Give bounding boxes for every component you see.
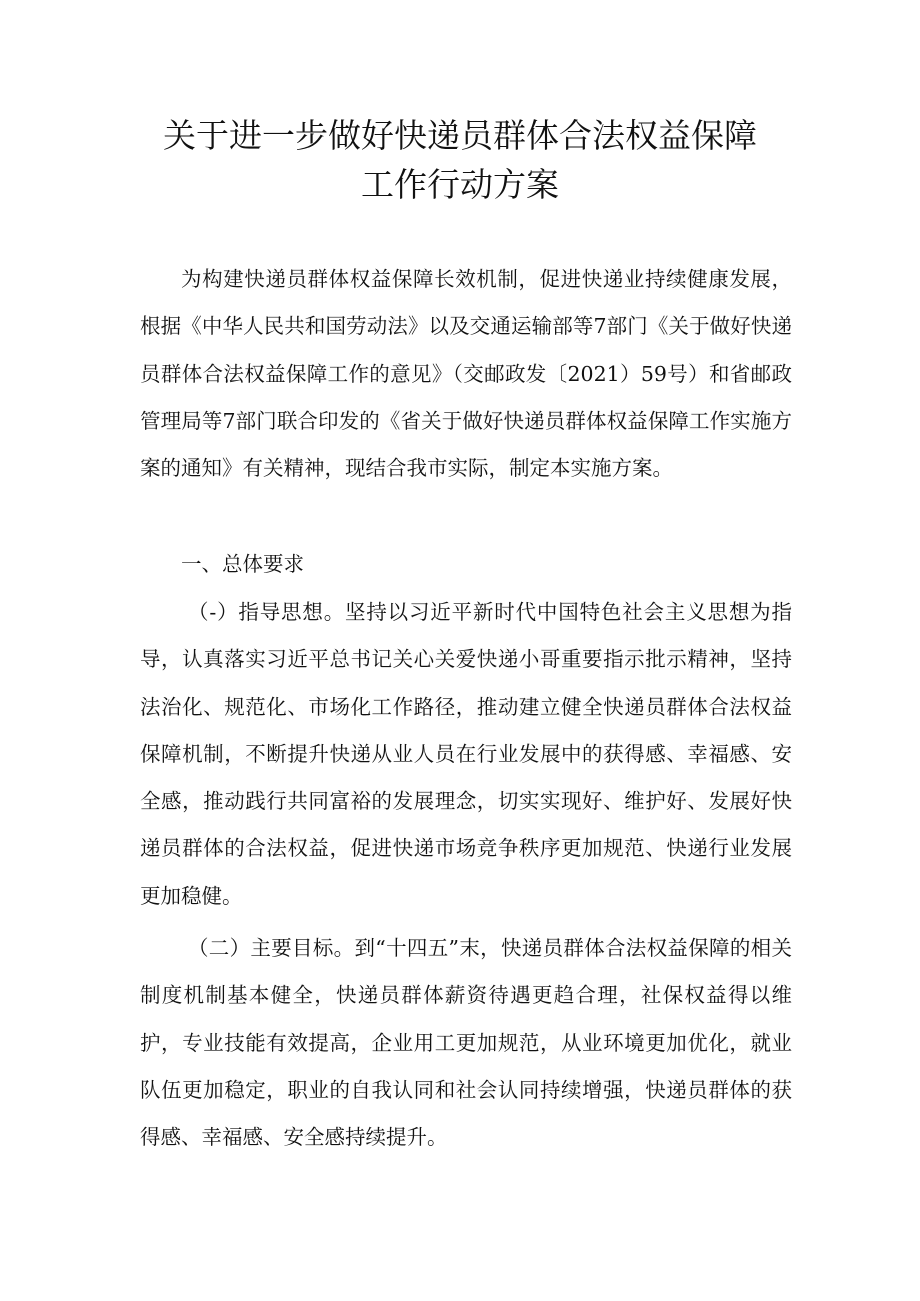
paragraph-main-goals: （二）主要目标。到“十四五”末，快递员群体合法权益保障的相关制度机制基本健全，快递员群体薪资待遇更趋合理，社保权益得以维护，专业技能有效提高，企业用工更加规范，从业环境更加优化，就业队伍更加稳定，职业的自我认同和社会认同持续增强，快递员群体的获得感、幸福感、安全感持续提升。	[140, 936, 792, 1150]
section-heading-general-requirements: 一、总体要求	[181, 552, 304, 576]
document-title-line-2: 工作行动方案	[361, 165, 559, 204]
paragraph-intro: 为构建快递员群体权益保障长效机制，促进快递业持续健康发展，根据《中华人民共和国劳动法》以及交通运输部等7部门《关于做好快递员群体合法权益保障工作的意见》（交邮政发〔2021）59号）和省邮政管理局等7部门联合印发的《省关于做好快递员群体权益保障工作实施方案的通知》有关精神，现结合我市实际，制定本实施方案。	[140, 267, 792, 481]
paragraph-guiding-ideology: （-）指导思想。坚持以习近平新时代中国特色社会主义思想为指导，认真落实习近平总书记关心关爱快递小哥重要指示批示精神，坚持法治化、规范化、市场化工作路径，推动建立健全快递员群体合法权益保障机制，不断提升快递从业人员在行业发展中的获得感、幸福感、安全感，推动践行共同富裕的发展理念，切实实现好、维护好、发展好快递员群体的合法权益，促进快递市场竞争秩序更加规范、快递行业发展更加稳健。	[140, 600, 792, 908]
document-title-line-1: 关于进一步做好快递员群体合法权益保障	[163, 116, 757, 155]
